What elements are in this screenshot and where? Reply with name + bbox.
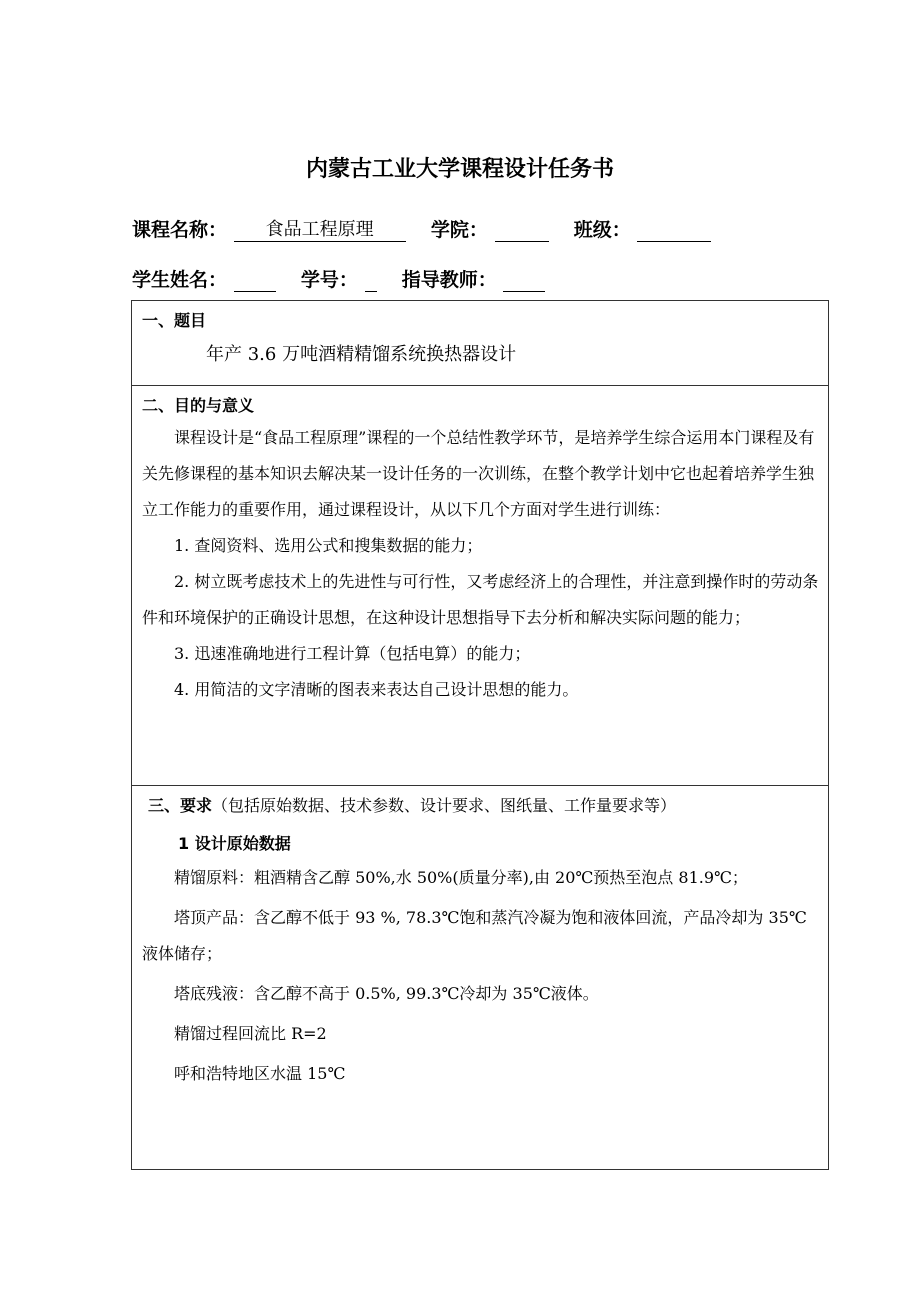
req-line-5: 呼和浩特地区水温 15℃ xyxy=(174,1064,346,1083)
student-label: 学生姓名： xyxy=(132,269,228,291)
class-blank xyxy=(637,241,711,242)
req-line-2: 塔顶产品：含乙醇不低于 93 %, 78.3℃饱和蒸汽冷凝为饱和液体回流，产品冷却为 35℃液体储存； xyxy=(142,908,807,963)
teacher-blank xyxy=(503,291,545,292)
section-requirements xyxy=(132,786,829,1170)
section-requirements-note: （包括原始数据、技术参数、设计要求、图纸量、工作量要求等） xyxy=(212,796,677,815)
requirements-subheading: 1 设计原始数据 xyxy=(178,834,291,853)
section-purpose xyxy=(132,386,829,786)
course-label: 课程名称： xyxy=(132,219,228,241)
section-topic-heading: 一、题目 xyxy=(142,311,207,330)
req-line-3: 塔底残液：含乙醇不高于 0.5%, 99.3℃冷却为 35℃液体。 xyxy=(174,984,599,1003)
teacher-label: 指导教师： xyxy=(401,269,497,291)
course-value: 食品工程原理 xyxy=(234,219,406,242)
task-table xyxy=(131,300,829,1170)
document-title: 内蒙古工业大学课程设计任务书 xyxy=(305,157,614,182)
purpose-item-1: 1. 查阅资料、选用公式和搜集数据的能力； xyxy=(174,536,483,555)
student-blank xyxy=(234,291,276,292)
purpose-item-2: 2. 树立既考虑技术上的先进性与可行性，又考虑经济上的合理性，并注意到操作时的劳动条件和环境保护的正确设计思想，在这种设计思想指导下去分析和解决实际问题的能力； xyxy=(142,572,819,627)
topic-text: 年产 3.6 万吨酒精精馏系统换热器设计 xyxy=(206,344,517,365)
req-line-4: 精馏过程回流比 R=2 xyxy=(174,1024,327,1043)
college-label: 学院： xyxy=(430,219,488,241)
section-topic xyxy=(132,301,829,386)
college-blank xyxy=(495,241,549,242)
req-line-1: 精馏原料：粗酒精含乙醇 50%,水 50%(质量分率),由 20℃预热至泡点 81.9℃； xyxy=(174,868,748,887)
section-purpose-heading: 二、目的与意义 xyxy=(142,396,255,415)
id-label: 学号： xyxy=(300,269,358,291)
header-row-student xyxy=(132,265,545,292)
purpose-item-4: 4. 用简洁的文字清晰的图表来表达自己设计思想的能力。 xyxy=(174,680,579,699)
section-requirements-heading-row xyxy=(132,786,828,818)
id-blank xyxy=(365,291,377,292)
class-label: 班级： xyxy=(573,219,631,241)
purpose-item-3: 3. 迅速准确地进行工程计算（包括电算）的能力； xyxy=(174,644,531,663)
header-row-course xyxy=(132,215,711,242)
section-requirements-heading: 三、要求 xyxy=(148,796,213,815)
purpose-intro: 课程设计是“食品工程原理”课程的一个总结性教学环节，是培养学生综合运用本门课程及有关先修课程的基本知识去解决某一设计任务的一次训练，在整个教学计划中它也起着培养学生独立工作能力的重要作用，通过课程设计，从以下几个方面对学生进行训练： xyxy=(142,428,815,519)
